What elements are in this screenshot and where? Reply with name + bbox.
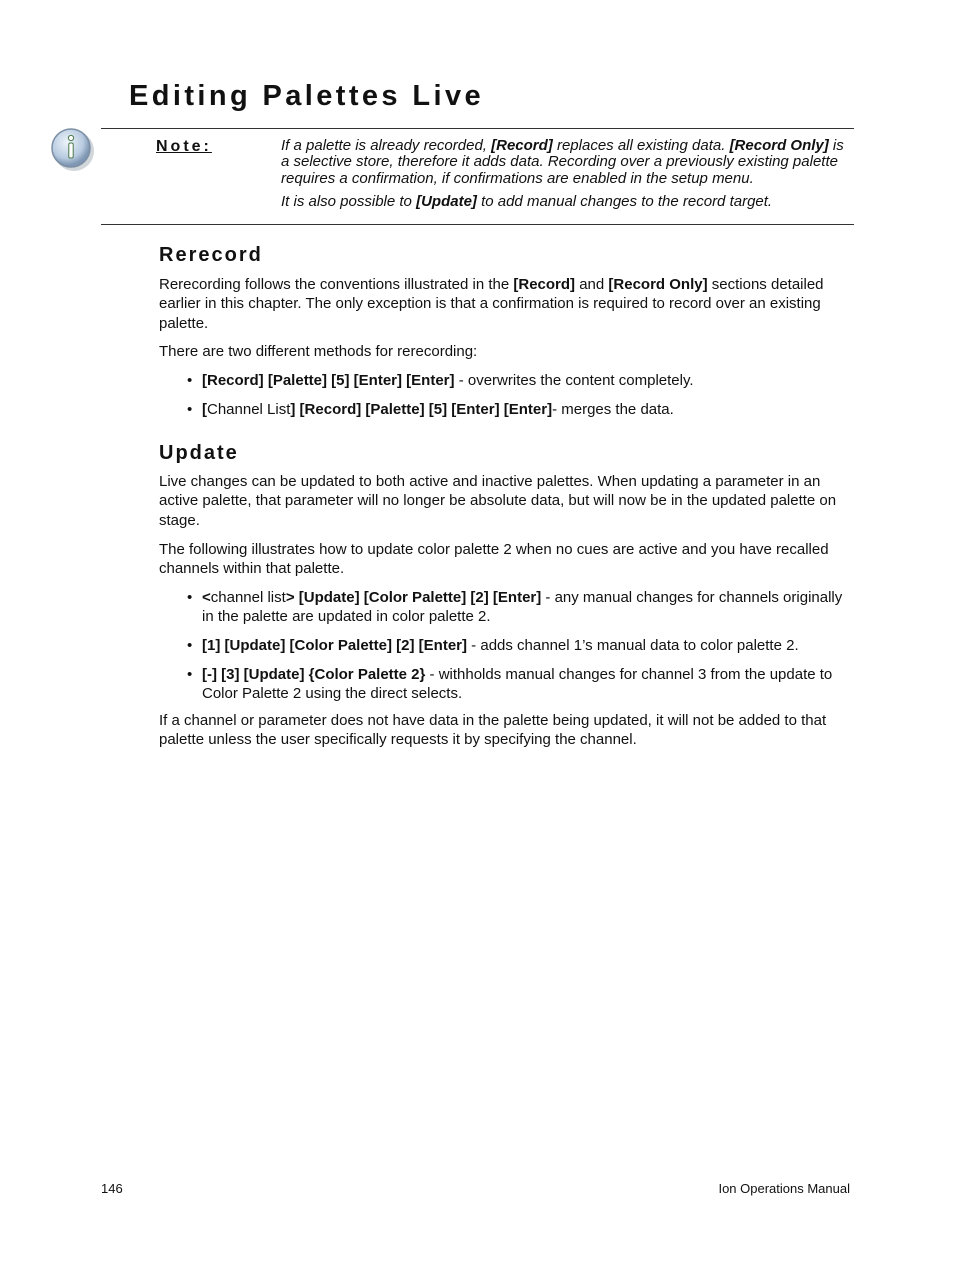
note-label: Note: <box>156 138 212 155</box>
list-item-text: [-] [3] [Update] {Color Palette 2} - withholds manual changes for channel 3 from the update to Color Palette 2 using the direct selects. <box>202 666 833 703</box>
note-paragraph-2: It is also possible to [Update] to add manual changes to the record target. <box>281 192 773 210</box>
list-item-text: [Record] [Palette] [5] [Enter] [Enter] - overwrites the content completely. <box>202 372 694 389</box>
rerecord-paragraph-1: Rerecording follows the conventions illustrated in the [Record] and [Record Only] sections detailed earlier in this chapter. The only exception is that a confirmation is required to record over an existing palette. <box>159 276 824 332</box>
note-paragraph-1: If a palette is already recorded, [Record] replaces all existing data. [Record Only] is a selective store, therefore it adds data. Recording over a previously existing palette requires a confirmation, if confirmations are enabled in the setup menu. <box>281 137 844 187</box>
bullet-icon: • <box>187 401 193 418</box>
rerecord-paragraph-2: There are two different methods for rerecording: <box>159 343 478 360</box>
list-item-text: <channel list> [Update] [Color Palette] [2] [Enter] - any manual changes for channels originally in the palette are updated in color palette 2. <box>202 589 843 626</box>
page-title: Editing Palettes Live <box>129 80 485 112</box>
page-number: 146 <box>101 1181 123 1196</box>
update-paragraph-3: If a channel or parameter does not have data in the palette being updated, it will not be added to that palette unless the user specifically requests it by specifying the channel. <box>159 712 827 749</box>
note-bottom-rule <box>101 224 854 225</box>
update-paragraph-1: Live changes can be updated to both active and inactive palettes. When updating a parameter in an active palette, that parameter will no longer be absolute data, but will now be in the updated palette on stage. <box>159 473 837 529</box>
note-text <box>281 138 856 217</box>
bullet-icon: • <box>187 589 193 606</box>
bullet-icon: • <box>187 637 193 654</box>
bullet-icon: • <box>187 372 193 389</box>
bullet-icon: • <box>187 666 193 683</box>
list-item-text: [Channel List] [Record] [Palette] [5] [Enter] [Enter]- merges the data. <box>202 401 674 418</box>
footer-title: Ion Operations Manual <box>718 1181 850 1196</box>
rerecord-heading: Rerecord <box>159 244 263 266</box>
list-item-text: [1] [Update] [Color Palette] [2] [Enter] - adds channel 1’s manual data to color palette 2. <box>202 637 799 654</box>
update-paragraph-2: The following illustrates how to update color palette 2 when no cues are active and you have recalled channels within that palette. <box>159 541 829 578</box>
note-top-rule <box>101 128 854 129</box>
update-heading: Update <box>159 442 239 464</box>
info-icon <box>49 126 97 174</box>
